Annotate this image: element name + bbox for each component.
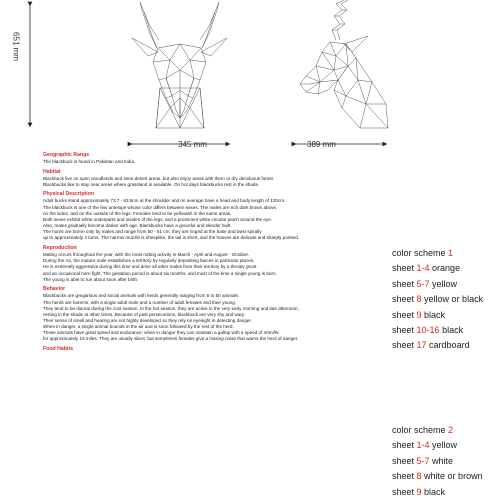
sheet-color-row bbox=[392, 469, 483, 484]
section-text-line: The young is able to run about soon after birth. bbox=[43, 276, 139, 282]
sheet-number: 10-16 bbox=[416, 325, 440, 336]
section-text-line: Their sense of smell and hearing are not highly developed so they rely on eyesight in detecting danger. bbox=[43, 317, 252, 323]
section-text-line: Both sexes exhibit white underparts and insides of the legs, and a prominent white circular patch around the eye. bbox=[43, 216, 273, 222]
sheet-color-row bbox=[392, 292, 483, 307]
sheet-color: black bbox=[439, 325, 464, 336]
section-heading: Food Habits bbox=[43, 346, 73, 353]
color-scheme-heading bbox=[392, 423, 483, 438]
section-text-line: and an occasional horn fight. The gestation period is about six months, and most of the time a single young is born. bbox=[43, 270, 277, 276]
sheet-prefix: sheet bbox=[392, 471, 417, 482]
sheet-color: black bbox=[421, 486, 446, 497]
section-text-line: The blackbuck is found in Pakistan and India. bbox=[43, 159, 136, 164]
section-text-line: Blackbuck live on open woodlands and semi-desert areas, but also enjoy areas with them or dry deciduous forest. bbox=[43, 175, 275, 181]
section-heading: Behavior bbox=[43, 286, 66, 293]
section-text-line: Blackbucks like to stay near areas where grassland is available. On hot days blackbucks rest in the shade. bbox=[43, 181, 260, 187]
sheet-color-row bbox=[392, 338, 483, 353]
section-text-line: Adult bucks stand approximately 73.7 - 83.8cm at the shoulder and on average have a head and body length of 120cm. bbox=[43, 198, 286, 204]
section-text-line: When in danger, a single animal bounds in the air and is soon followed by the rest of the herd. bbox=[43, 324, 234, 330]
sheet-color: orange bbox=[429, 263, 461, 274]
model-drawing bbox=[0, 0, 500, 160]
sheet-color: yellow or black bbox=[421, 294, 484, 305]
section-text-line: Also, males gradually become darker with age. Blackbucks have a graceful and slender built. bbox=[43, 223, 232, 229]
sheet-color-row bbox=[392, 454, 483, 469]
section-heading: Habitat bbox=[43, 168, 61, 175]
color-scheme-number: 2 bbox=[448, 425, 454, 435]
sheet-color-row bbox=[392, 277, 483, 292]
sheet-number: 8 bbox=[416, 471, 422, 482]
species-description bbox=[43, 152, 388, 353]
section-text-line: The herds are harems, with a single adult male and a number of adult females and their young. bbox=[43, 299, 237, 305]
section-text-line: He is extremely aggressive during this time and drive all other males from their territory by a throaty grunt bbox=[43, 264, 257, 270]
section-text-line: These animals have great speed and endurance; when in danger they can maintain a gallop with a speed of 40mi/hr bbox=[43, 330, 279, 336]
section-text-line: The horns are borne only by males and range from 50 - 61 cm; they are ringed at the base and twist spirally bbox=[43, 229, 262, 235]
sheet-prefix: sheet bbox=[392, 263, 417, 274]
front-view-head bbox=[132, 2, 227, 128]
height-dimension-label: 651 mm bbox=[11, 32, 21, 61]
sheet-prefix: sheet bbox=[392, 440, 417, 451]
color-scheme-label: color scheme bbox=[392, 248, 449, 258]
sheet-color-row bbox=[392, 438, 483, 453]
side-view-head bbox=[300, 0, 388, 128]
sheet-number: 17 bbox=[416, 340, 427, 351]
sheet-number: 1-4 bbox=[416, 440, 430, 451]
sheet-number: 8 bbox=[416, 294, 422, 305]
section-heading: Physical Description bbox=[43, 191, 95, 198]
section-text-line: resting in the shade at other times. Because of past persecutions, blackbuck are very shy and wary. bbox=[43, 311, 246, 317]
sheet-prefix: sheet bbox=[392, 325, 417, 336]
sheet-color: yellow bbox=[429, 278, 458, 289]
sheet-color: yellow bbox=[429, 440, 458, 451]
sheet-color: black bbox=[421, 309, 446, 320]
section-text-line: They tend to be diurnal during the cool season. In the hot season, they are active in the very early morning and late afternoon, bbox=[43, 305, 299, 311]
sheet-prefix: sheet bbox=[392, 294, 417, 305]
sheet-number: 5-7 bbox=[416, 455, 430, 466]
sheet-prefix: sheet bbox=[392, 278, 417, 289]
side-width-dimension-label: 389 mm bbox=[307, 140, 336, 149]
color-scheme-2 bbox=[392, 423, 483, 500]
sheet-color: white bbox=[429, 455, 454, 466]
section-text-line: The blackbuck is one of the few antelope whose color differs between sexes. The males are rich dark brown above, bbox=[43, 204, 278, 210]
color-scheme-number: 1 bbox=[448, 248, 454, 258]
sheet-color-row bbox=[392, 485, 483, 500]
front-width-dimension-label: 345 mm bbox=[178, 140, 207, 149]
color-scheme-1 bbox=[392, 246, 483, 354]
section-text-line: Blackbucks are gregarious and social animals with herds generally ranging from 5 to 50 animals. bbox=[43, 293, 240, 299]
sheet-color-row bbox=[392, 323, 483, 338]
section-text-line: for approximately 15 miles. They are usually silent, but sometimes females give a hissing noise that warns the herd of danger. bbox=[43, 336, 299, 342]
sheet-color: cardboard bbox=[426, 340, 470, 351]
sheet-prefix: sheet bbox=[392, 340, 417, 351]
section-text-line: Mating occurs throughout the year, with the most rutting activity in March - April and August - October. bbox=[43, 252, 250, 258]
section-heading: Geographic Range bbox=[43, 152, 90, 158]
section-heading: Reproduction bbox=[43, 245, 77, 252]
sheet-number: 9 bbox=[416, 309, 422, 320]
sheet-color: white or brown bbox=[421, 471, 483, 482]
sheet-color-row bbox=[392, 308, 483, 323]
blackbuck-head-drawings bbox=[0, 0, 500, 160]
sheet-prefix: sheet bbox=[392, 486, 417, 497]
sheet-color-row bbox=[392, 261, 483, 276]
sheet-number: 1-4 bbox=[416, 263, 430, 274]
section-text-line: up to approximately 4 turns. The narrow muzzle is sheeplike, the tail is short, and the hooves are delicate and sharply pointed. bbox=[43, 235, 300, 241]
section-text-line: on the sides, and on the outside of the legs. Females tend to be yellowish in the same areas. bbox=[43, 210, 232, 216]
sheet-prefix: sheet bbox=[392, 455, 417, 466]
sheet-number: 5-7 bbox=[416, 278, 430, 289]
sheet-prefix: sheet bbox=[392, 309, 417, 320]
color-scheme-heading bbox=[392, 246, 483, 261]
section-text-line: During the rut, the mature male establishes a territory by regularly depositing faeces in particular places. bbox=[43, 258, 255, 264]
sheet-number: 9 bbox=[416, 486, 422, 497]
color-scheme-label: color scheme bbox=[392, 425, 449, 435]
